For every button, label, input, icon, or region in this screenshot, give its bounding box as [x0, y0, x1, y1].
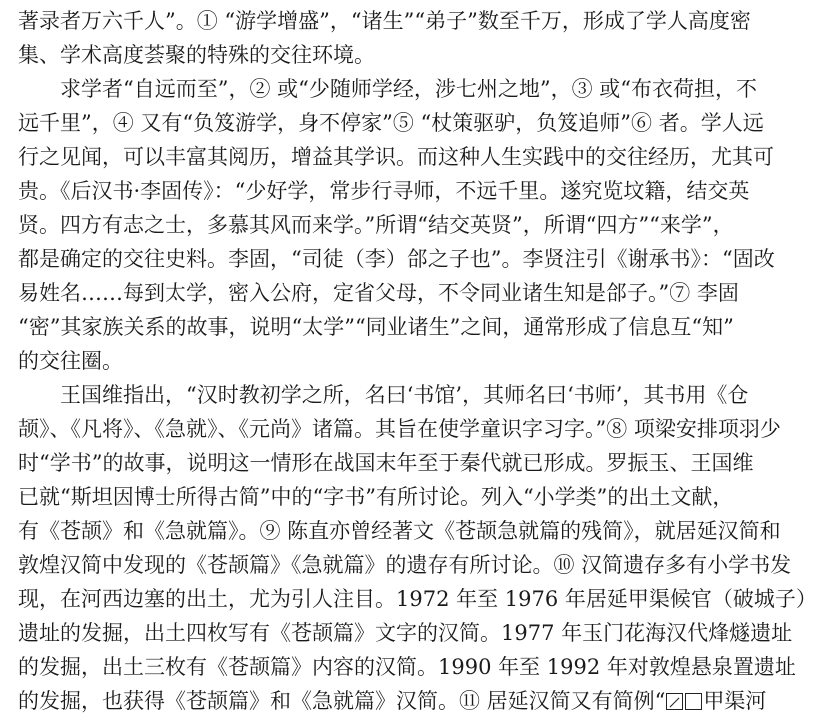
- text-line: 时“学书”的故事，说明这一情形在战国末年至于秦代就已形成。罗振玉、王国维: [18, 451, 754, 475]
- text-line: 集、学术高度荟聚的特殊的交往环境。: [18, 43, 375, 67]
- text-segment: 的发掘，也获得《苍颉篇》和《急就篇》汉简。⑪ 居延汉简又有简例“: [18, 689, 666, 713]
- text-line: 都是确定的交往史料。李固，“司徒（李）郃之子也”。李贤注引《谢承书》：“固改: [18, 247, 775, 271]
- text-line: 遗址的发掘，出土四枚写有《苍颉篇》文字的汉简。1977 年玉门花海汉代烽燧遗址: [18, 621, 793, 645]
- text-line: 已就“斯坦因博士所得古简”中的“字书”有所讨论。列入“小学类”的出土文献，: [18, 485, 734, 509]
- text-segment: 甲渠河: [703, 689, 767, 713]
- text-line: 求学者“自远而至”，② 或“少随师学经，涉七州之地”，③ 或“布衣荷担，不: [60, 77, 758, 101]
- paragraph-3: [18, 378, 817, 718]
- text-line: 易姓名……每到太学，密入公府，定省父母，不令同业诸生知是郃子。”⑦ 李固: [18, 281, 739, 305]
- text-line: 远千里”，④ 又有“负笈游学，身不停家”⑤ “杖策驱驴，负笈追师”⑥ 者。学人远: [18, 111, 764, 135]
- text-line: 的交往圈。: [18, 349, 123, 373]
- illegible-char-box: [666, 693, 683, 710]
- text-line: 有《苍颉》和《急就篇》。⑨ 陈直亦曾经著文《苍颉急就篇的残简》，就居延汉简和: [18, 519, 781, 543]
- paragraph-1: [18, 4, 751, 72]
- text-line: 贵。《后汉书·李固传》：“少好学，常步行寻师，不远千里。遂究览坟籍，结交英: [18, 179, 750, 203]
- text-line-last: [18, 684, 767, 718]
- text-line: 现，在河西边塞的出土，尤为引人注目。1972 年至 1976 年居延甲渠候官（破城子）: [18, 587, 817, 611]
- text-line: 贤。四方有志之士，多慕其风而来学。”所谓“结交英贤”，所谓“四方”“来学”，: [18, 213, 734, 237]
- text-line: 行之见闻，可以丰富其阅历，增益其学识。而这种人生实践中的交往经历，尤其可: [18, 145, 774, 169]
- text-line: 王国维指出，“汉时教初学之所，名曰‘书馆’，其师名曰‘书师’，其书用《仓: [60, 383, 749, 407]
- text-line: 著录者万六千人”。① “游学增盛”，“诸生”“弟子”数至千万，形成了学人高度密: [18, 9, 751, 33]
- text-line: 颉》、《凡将》、《急就》、《元尚》诸篇。其旨在使学童识字习字。”⑧ 项梁安排项羽少: [18, 417, 781, 441]
- text-line: “密”其家族关系的故事，说明“太学”“同业诸生”之间，通常形成了信息互“知”: [18, 315, 734, 339]
- text-line: 敦煌汉简中发现的《苍颉篇》《急就篇》的遗存有所讨论。⑩ 汉简遗存多有小学书发: [18, 553, 792, 577]
- paragraph-2: [18, 72, 775, 378]
- missing-char-box: [685, 693, 702, 710]
- text-line: 的发掘，出土三枚有《苍颉篇》内容的汉简。1990 年至 1992 年对敦煌悬泉置遗址: [18, 655, 796, 679]
